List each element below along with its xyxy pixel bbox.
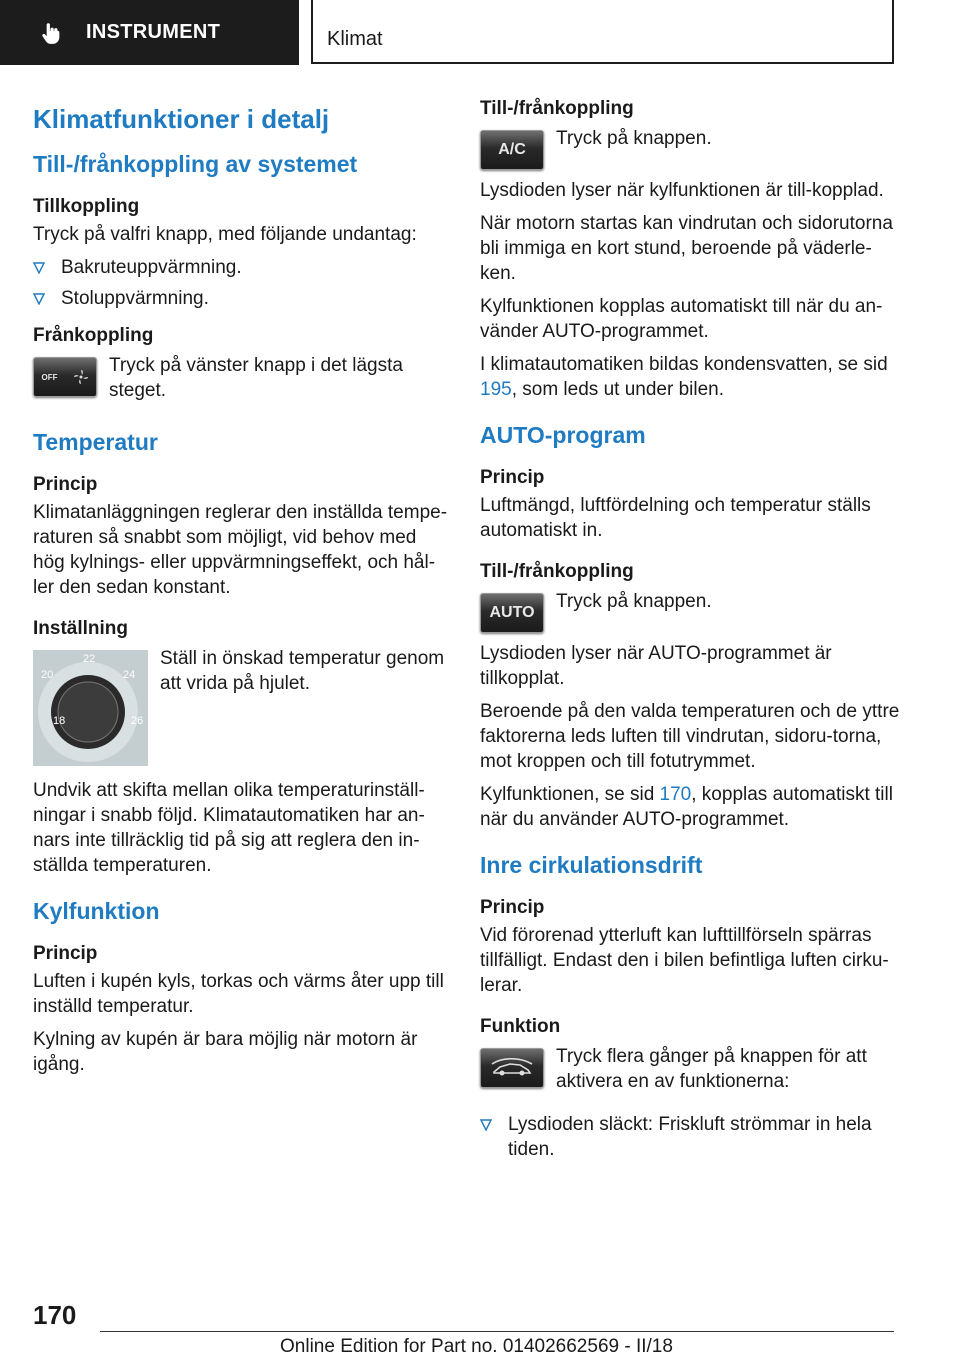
frankoppling-heading: Frånkoppling	[33, 325, 154, 346]
temp-dial-figure	[33, 646, 451, 766]
dial-label: 22	[83, 653, 96, 665]
recirc-options-list	[480, 1112, 900, 1162]
list-item: Bakruteuppvärmning.	[33, 255, 451, 280]
auto-button-image: AUTO	[480, 593, 544, 633]
recirc-funktion-heading: Funktion	[480, 1016, 561, 1037]
recirc-funktion-text: Tryck flera gånger på knappen för att aktivera en av funktionerna:	[556, 1046, 867, 1092]
ac-button-image: A/C	[480, 130, 544, 170]
dial-label: 26	[131, 715, 144, 727]
recirc-figure	[480, 1044, 900, 1100]
auto-text-3: Beroende på den valda temperaturen och de yttre faktorerna leds luften till vindrutan, sidoru-torna, mot kroppen och till fotutrymmet.	[480, 701, 900, 772]
left-column	[33, 100, 451, 1085]
ac-text-4: Kylfunktionen kopplas automatiskt till när du an-vänder AUTO-programmet.	[480, 296, 883, 342]
cool-text-2: Kylning av kupén är bara möjlig när motorn är igång.	[33, 1029, 418, 1075]
page-link[interactable]: 170	[659, 784, 692, 805]
ac-text-1: Tryck på knappen.	[556, 128, 712, 149]
ac-text-5: I klimatautomatiken bildas kondensvatten, se sid 195, som leds ut under bilen.	[480, 354, 888, 400]
recirc-heading: Inre cirkulationsdrift	[480, 852, 703, 878]
ac-text-2: Lysdioden lyser när kylfunktionen är till-kopplad.	[480, 180, 884, 201]
ac-figure	[480, 126, 900, 170]
cool-princip-heading: Princip	[33, 943, 98, 964]
hand-pointer-icon	[38, 20, 64, 46]
fan-icon	[73, 369, 89, 385]
auto-princip-text: Luftmängd, luftfördelning och temperatur ställs automatiskt in.	[480, 495, 871, 541]
tillkoppling-heading: Tillkoppling	[33, 196, 140, 217]
auto-text-1: Tryck på knappen.	[556, 591, 712, 612]
triangle-bullet-icon	[480, 1119, 492, 1131]
temp-heading: Temperatur	[33, 429, 158, 455]
ac-text-3: När motorn startas kan vindrutan och sidorutorna bli immiga en kort stund, beroende på väderle-ken.	[480, 213, 893, 284]
auto-text-4: Kylfunktionen, se sid 170, kopplas automatiskt till när du använder AUTO-programmet.	[480, 784, 893, 830]
installning-text: Ställ in önskad temperatur genom att vrida på hjulet.	[160, 648, 445, 694]
recirculation-button-image	[480, 1048, 544, 1088]
cool-heading: Kylfunktion	[33, 898, 160, 924]
section-label: INSTRUMENT	[86, 21, 221, 43]
triangle-bullet-icon	[33, 293, 45, 305]
temp-warning: Undvik att skifta mellan olika temperaturinställ-ningar i snabb följd. Klimatautomatiken har an-nars inte tillräcklig tid på sig att reglera den in-ställda temperaturen.	[33, 780, 425, 876]
tillkoppling-text: Tryck på valfri knapp, med följande undantag:	[33, 224, 417, 245]
right-column	[480, 98, 900, 1176]
temperature-dial-image	[33, 650, 148, 766]
onoff-heading: Till-/frånkoppling av systemet	[33, 151, 358, 177]
dial-label: 18	[53, 715, 66, 727]
page-title: Klimatfunktioner i detalj	[33, 104, 330, 134]
chapter-tab	[311, 0, 894, 64]
list-item: Lysdioden släckt: Friskluft strömmar in hela tiden.	[480, 1112, 900, 1162]
recirc-princip-heading: Princip	[480, 897, 545, 918]
footer-divider	[100, 1331, 894, 1332]
auto-heading: AUTO-program	[480, 422, 646, 448]
car-recirculation-icon	[490, 1058, 534, 1078]
fan-off-button-image: OFF	[33, 357, 97, 397]
page-number: 170	[33, 1300, 77, 1330]
dial-label: 20	[41, 669, 54, 681]
exceptions-list	[33, 255, 451, 311]
auto-princip-heading: Princip	[480, 467, 545, 488]
list-item: Stoluppvärmning.	[33, 286, 451, 311]
temp-princip-heading: Princip	[33, 474, 98, 495]
section-tab	[0, 0, 299, 65]
cool-text-1: Luften i kupén kyls, torkas och värms åter upp till inställd temperatur.	[33, 971, 444, 1017]
recirc-princip-text: Vid förorenad ytterluft kan lufttillförseln spärras tillfälligt. Endast den i bilen befintliga luften cirku-lerar.	[480, 925, 889, 996]
installning-heading: Inställning	[33, 618, 128, 639]
triangle-bullet-icon	[33, 262, 45, 274]
ac-onoff-heading: Till-/frånkoppling	[480, 98, 634, 119]
fan-off-figure	[33, 353, 451, 409]
auto-figure	[480, 589, 900, 633]
edition-note: Online Edition for Part no. 01402662569 - II/18	[280, 1336, 673, 1357]
auto-text-2: Lysdioden lyser när AUTO-programmet är tillkopplat.	[480, 643, 832, 689]
dial-label: 24	[123, 669, 136, 681]
temp-princip-text: Klimatanläggningen reglerar den inställda tempe-raturen så snabbt som möjligt, vid behov med hög kylnings- eller uppvärmningseffekt, och hål-ler den sedan konstant.	[33, 502, 448, 598]
chapter-label: Klimat	[327, 28, 383, 50]
page-link[interactable]: 195	[480, 379, 512, 400]
auto-onoff-heading: Till-/frånkoppling	[480, 561, 634, 582]
frankoppling-text: Tryck på vänster knapp i det lägsta steget.	[109, 355, 403, 401]
